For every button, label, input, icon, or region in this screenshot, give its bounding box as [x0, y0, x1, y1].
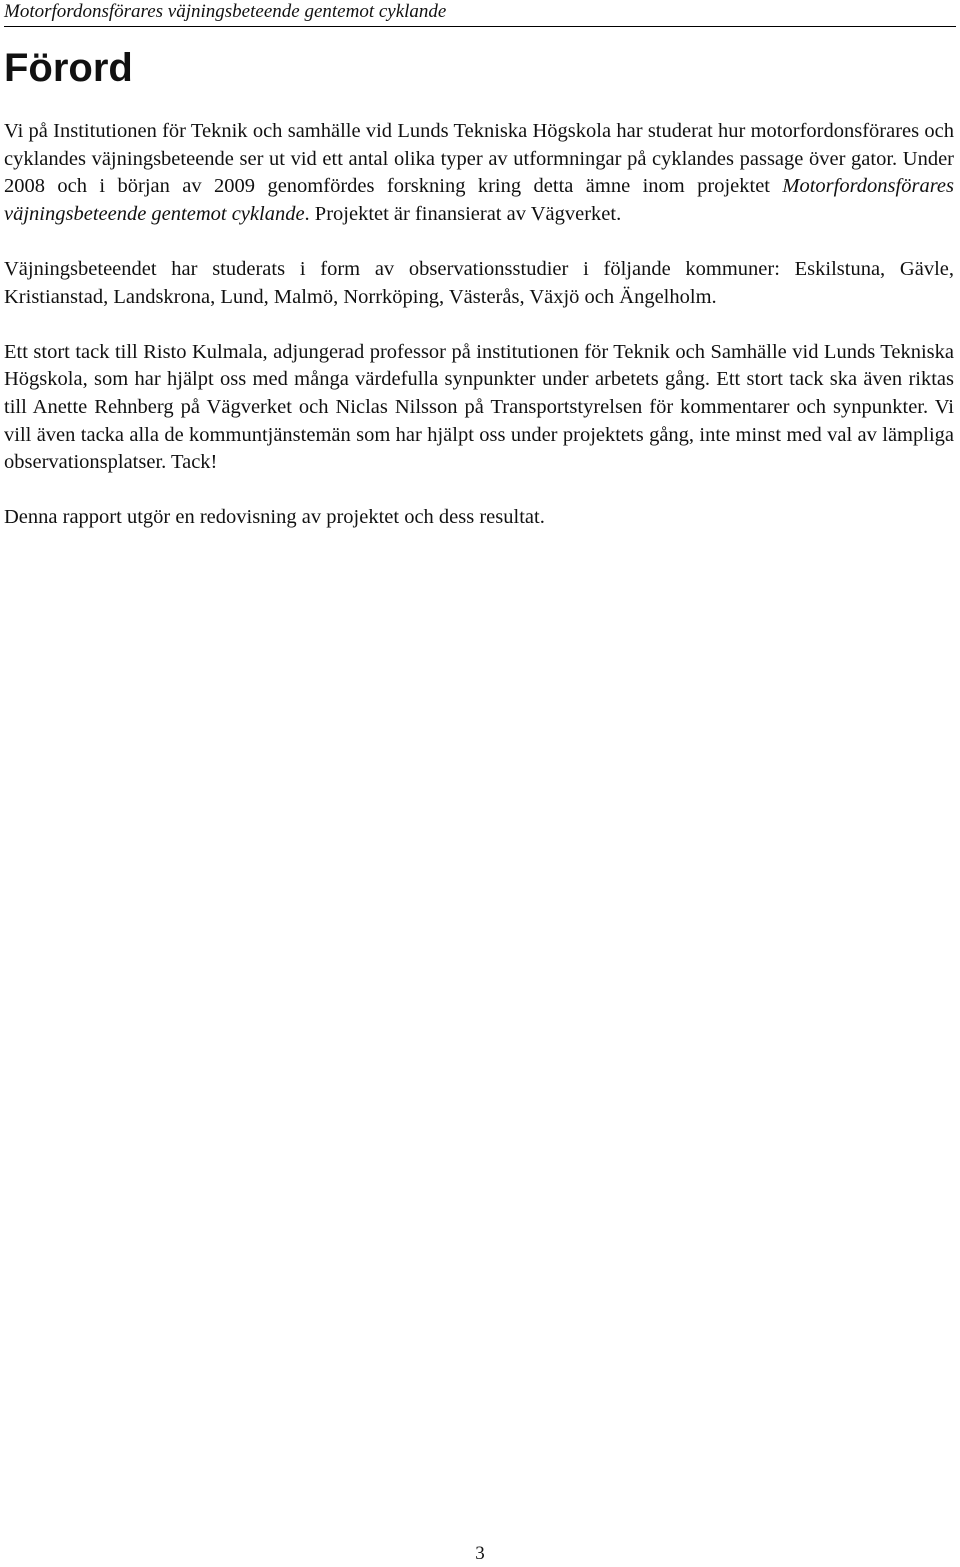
project-name-italic: Motorfordonsförares väjningsbeteende gentemot cyklande: [4, 175, 954, 225]
paragraph-acknowledgements: Ett stort tack till Risto Kulmala, adjungerad professor på institutionen för Teknik och Samhälle vid Lunds Tekniska Högskola, som har hjälpt oss med många värdefulla synpunkter under arbetets gång. Ett stort tack ska även riktas till Anette Rehnberg på Vägverket och Niclas Nilsson på Transportstyrelsen för kommentarer och synpunkter. Vi vill även tacka alla de kommuntjänstemän som har hjälpt oss under projektets gång, inte minst med val av lämpliga observationsplatser. Tack!: [4, 340, 954, 474]
running-header: [4, 0, 956, 27]
paragraph-intro-ending: . Projektet är finansierat av Vägverket.: [304, 202, 622, 225]
paragraph-intro-text: Vi på Institutionen för Teknik och samhälle vid Lunds Tekniska Högskola har studerat hur motorfordonsförares och cyklandes väjningsbeteende ser ut vid ett antal olika typer av utformningar på cyklandes passage över gator. Under 2008 och i början av 2009 genomfördes forskning kring detta ämne inom projektet: [4, 120, 954, 198]
paragraph-report-summary: Denna rapport utgör en redovisning av projektet och dess resultat.: [4, 506, 545, 529]
running-header-title: Motorfordonsförares väjningsbeteende gentemot cyklande: [4, 1, 447, 22]
page-title: Förord: [4, 46, 133, 90]
page-number: 3: [475, 1543, 485, 1564]
body-text: [4, 118, 954, 560]
paragraph-intro: [4, 118, 954, 228]
paragraph-municipalities: Väjningsbeteendet har studerats i form av observationsstudier i följande kommuner: Eskilstuna, Gävle, Kristianstad, Landskrona, Lund, Malmö, Norrköping, Västerås, Växjö och Ängelholm.: [4, 257, 954, 308]
